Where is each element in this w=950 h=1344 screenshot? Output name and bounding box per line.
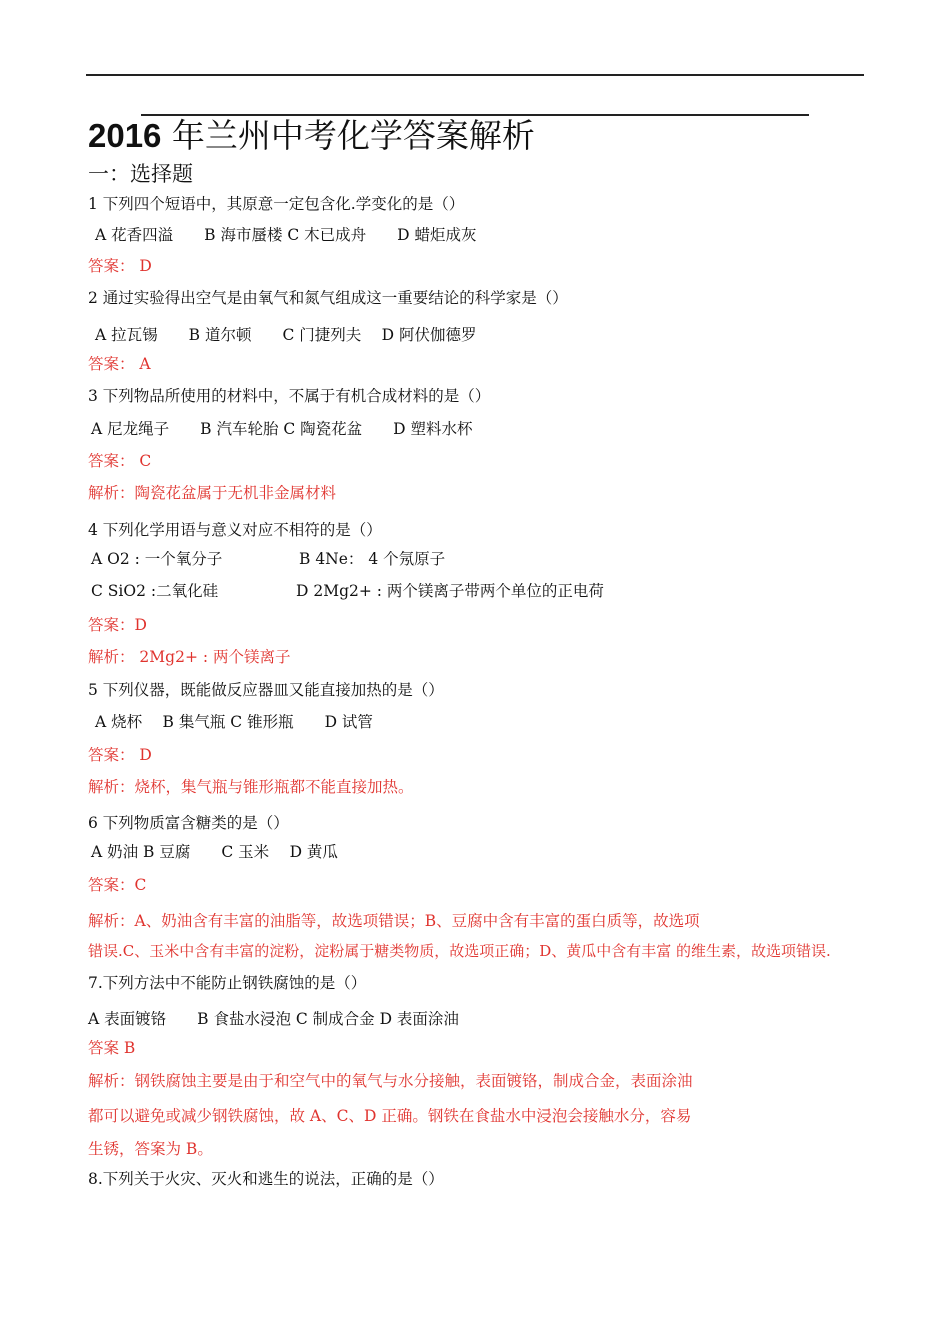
q1-answer: 答案： D [88, 257, 152, 275]
q3-analysis: 解析：陶瓷花盆属于无机非金属材料 [88, 484, 337, 502]
q3-answer: 答案： C [88, 452, 152, 470]
q7-analysis-line1: 解析：钢铁腐蚀主要是由于和空气中的氧气与水分接触，表面镀铬，制成合金，表面涂油 [88, 1072, 693, 1090]
page-title [88, 116, 535, 156]
q4-stem: 4 下列化学用语与意义对应不相符的是（） [88, 521, 382, 539]
section-heading: 一：选择题 [88, 162, 193, 186]
q6-answer: 答案：C [88, 876, 147, 894]
q8-stem: 8.下列关于火灾、灭火和逃生的说法，正确的是（） [88, 1170, 444, 1188]
q7-analysis-line2: 都可以避免或减少钢铁腐蚀，故 A、C、D 正确。钢铁在食盐水中浸泡会接触水分，容易 [88, 1107, 692, 1125]
q3-stem: 3 下列物品所使用的材料中，不属于有机合成材料的是（） [88, 387, 491, 405]
q1-options: A 花香四溢 B 海市蜃楼 C 木已成舟 D 蜡炬成灰 [95, 226, 477, 244]
q5-options: A 烧杯 B 集气瓶 C 锥形瓶 D 试管 [95, 713, 373, 731]
title-text: 年兰州中考化学答案解析 [161, 116, 535, 155]
q2-options: A 拉瓦锡 B 道尔顿 C 门捷列夫 D 阿伏伽德罗 [95, 326, 477, 344]
q5-analysis: 解析：烧杯，集气瓶与锥形瓶都不能直接加热。 [88, 778, 414, 796]
q4-answer: 答案：D [88, 616, 147, 634]
header-rule-top [86, 74, 864, 76]
title-year: 2016 [88, 117, 162, 154]
q6-analysis-line2: 错误.C、玉米中含有丰富的淀粉，淀粉属于糖类物质，故选项正确；D、黄瓜中含有丰富 的维生素，故选项错误. [88, 942, 831, 960]
q4-option-a: A O2 : 一个氧分子 [91, 550, 223, 568]
q4-option-c: C SiO2 :二氧化硅 [91, 582, 219, 600]
q6-stem: 6 下列物质富含糖类的是（） [88, 814, 289, 832]
q1-stem: 1 下列四个短语中，其原意一定包含化.学变化的是（） [88, 195, 465, 213]
q2-stem: 2 通过实验得出空气是由氧气和氮气组成这一重要结论的科学家是（） [88, 289, 568, 307]
q6-options: A 奶油 B 豆腐 C 玉米 D 黄瓜 [91, 843, 338, 861]
q6-analysis-line1: 解析：A、奶油含有丰富的油脂等，故选项错误；B、豆腐中含有丰富的蛋白质等，故选项 [88, 912, 700, 930]
q7-answer: 答案 B [88, 1039, 136, 1057]
q5-stem: 5 下列仪器，既能做反应器皿又能直接加热的是（） [88, 681, 444, 699]
q4-analysis: 解析： 2Mg2+ : 两个镁离子 [88, 648, 291, 666]
q4-option-d: D 2Mg2+ : 两个镁离子带两个单位的正电荷 [296, 582, 604, 600]
q5-answer: 答案： D [88, 746, 152, 764]
q7-analysis-line3: 生锈，答案为 B。 [88, 1140, 213, 1158]
q7-options: A 表面镀铬 B 食盐水浸泡 C 制成合金 D 表面涂油 [88, 1010, 459, 1028]
q4-option-b: B 4Ne： 4 个氖原子 [299, 550, 446, 568]
q3-options: A 尼龙绳子 B 汽车轮胎 C 陶瓷花盆 D 塑料水杯 [91, 420, 473, 438]
q7-stem: 7.下列方法中不能防止钢铁腐蚀的是（） [88, 974, 367, 992]
q2-answer: 答案： A [88, 355, 151, 373]
